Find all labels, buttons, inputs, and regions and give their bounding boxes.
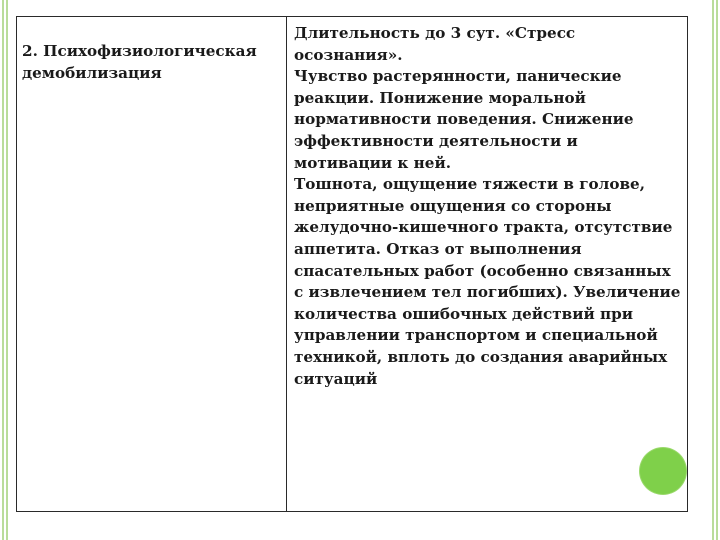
description-psychological: Чувство растерянности, панические реакции. Понижение моральной нормативности поведения. Снижение эффективности деятельности и мотивации к ней. [294,67,634,172]
table-cell-category [17,17,287,511]
category-label: 2. Психофизиологическая демобилизация [22,42,257,82]
right-decorative-bar [710,0,720,540]
content-table [16,16,688,512]
left-decorative-bar [0,0,10,540]
green-circle-marker [640,448,686,494]
description-physical: Тошнота, ощущение тяжести в голове, неприятные ощущения со стороны желудочно-кишечного тракта, отсутствие аппетита. Отказ от выполнения спасательных работ (особенно связанных с извлечением тел погибших). Увеличение количества ошибочных действий при управлении транспортом и специальной техникой, вплоть до создания аварийных ситуаций [294,175,681,388]
description-duration: Длительность до 3 сут. «Стресс осознания». [294,24,576,64]
table-cell-description [287,17,687,511]
